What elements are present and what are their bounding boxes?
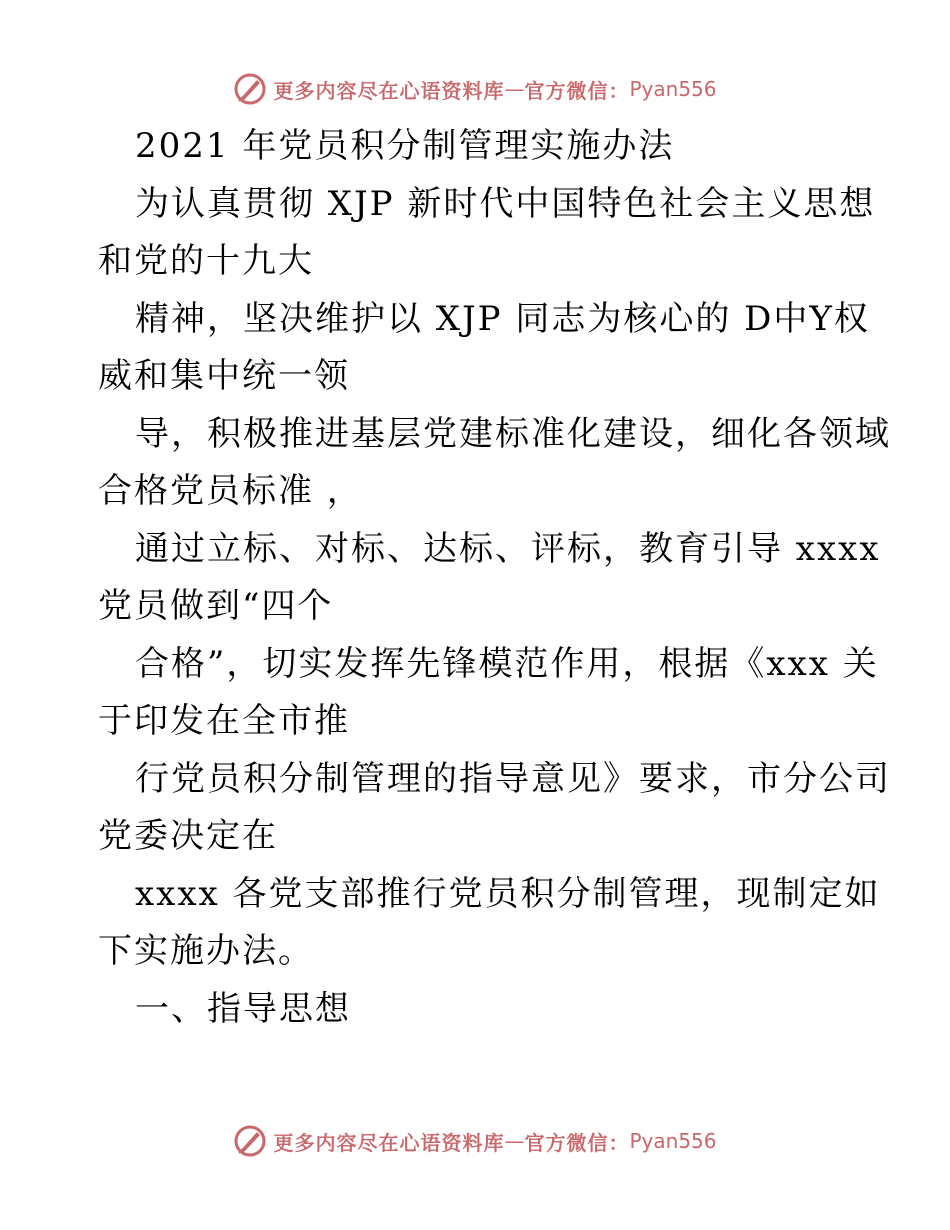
document-line: 行党员积分制管理的指导意见》要求，市分公司 <box>135 758 891 799</box>
document-line: 合格党员标准 ， <box>98 471 363 511</box>
document-line: 精神，坚决维护以 XJP 同志为核心的 D中Y权 <box>135 298 870 339</box>
watermark-wechat-id: Pyan556 <box>629 1129 717 1153</box>
watermark-separator: — <box>504 1129 525 1153</box>
document-line: 合格”，切实发挥先锋模范作用，根据《xxx 关 <box>135 643 879 684</box>
document-line: 一、指导思想 <box>135 988 351 1029</box>
watermark-separator: — <box>504 77 525 101</box>
quill-logo-icon <box>233 1124 267 1158</box>
watermark-header <box>0 72 950 106</box>
document-line: 党委决定在 <box>98 816 278 856</box>
document-line: 为认真贯彻 XJP 新时代中国特色社会主义思想 <box>135 183 876 224</box>
watermark-footer <box>0 1124 950 1158</box>
watermark-text: 更多内容尽在心语资料库 <box>273 1130 505 1155</box>
watermark-text: 更多内容尽在心语资料库 <box>273 78 505 103</box>
document-line: 通过立标、对标、达标、评标，教育引导 xxxx <box>135 528 881 569</box>
document-body <box>98 118 891 1038</box>
watermark-wechat-label: 官方微信： <box>524 1130 630 1155</box>
document-line: 导，积极推进基层党建标准化建设，细化各领域 <box>135 413 891 454</box>
document-line: 下实施办法。 <box>98 931 314 971</box>
document-line: 2021 年党员积分制管理实施办法 <box>135 126 675 166</box>
watermark-wechat-id: Pyan556 <box>629 77 717 101</box>
document-line: 威和集中统一领 <box>98 356 350 396</box>
document-line: 和党的十九大 <box>98 241 314 281</box>
document-line: 于印发在全市推 <box>98 701 350 741</box>
document-line: 党员做到“四个 <box>98 586 334 626</box>
watermark-wechat-label: 官方微信： <box>524 78 630 103</box>
quill-logo-icon <box>233 72 267 106</box>
document-line: xxxx 各党支部推行党员积分制管理，现制定如 <box>135 873 881 914</box>
